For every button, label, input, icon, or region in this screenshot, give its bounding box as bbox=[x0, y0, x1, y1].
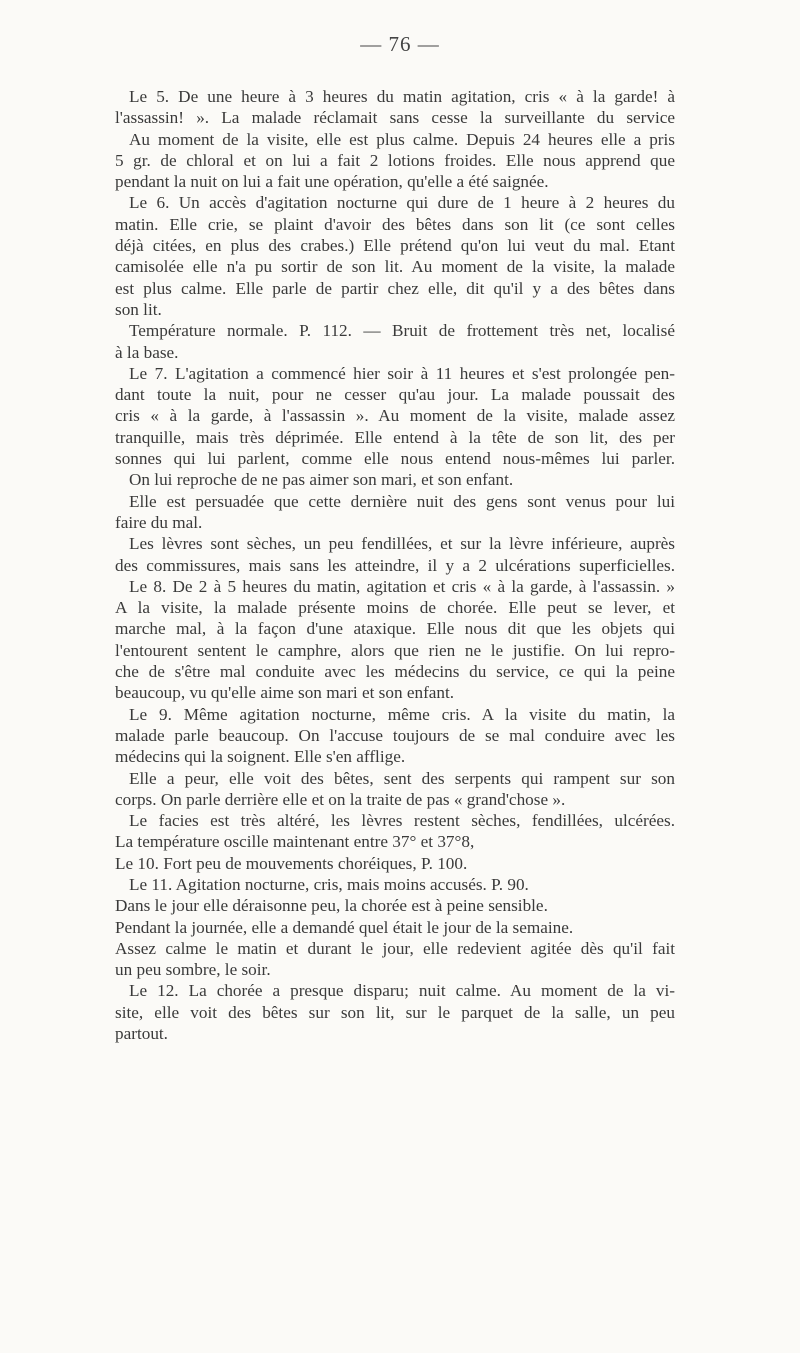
body-text bbox=[115, 86, 675, 1044]
text-line: che de s'être mal conduite avec les médecins du service, ce qui la peine bbox=[115, 662, 675, 682]
text-line: Dans le jour elle déraisonne peu, la chorée est à peine sensible. bbox=[115, 896, 548, 916]
text-line: corps. On parle derrière elle et on la traite de pas « grand'chose ». bbox=[115, 789, 566, 809]
text-line: à la base. bbox=[115, 342, 179, 362]
text-line: l'entourent sentent le camphre, alors que rien ne le justifie. On lui repro- bbox=[115, 640, 675, 660]
text-line: faire du mal. bbox=[115, 512, 203, 532]
text-line: un peu sombre, le soir. bbox=[115, 960, 271, 980]
text-line: marche mal, à la façon d'une ataxique. Elle nous dit que les objets qui bbox=[115, 619, 675, 639]
text-line: malade parle beaucoup. On l'accuse toujours de se mal conduire avec les bbox=[115, 725, 675, 745]
text-line: Elle a peur, elle voit des bêtes, sent des serpents qui rampent sur son bbox=[129, 768, 675, 788]
text-line: Pendant la journée, elle a demandé quel était le jour de la semaine. bbox=[115, 917, 574, 937]
text-line: Le 8. De 2 à 5 heures du matin, agitation et cris « à la garde, à l'assassin. » bbox=[129, 576, 675, 596]
text-line: dant toute la nuit, pour ne cesser qu'au jour. La malade poussait des bbox=[115, 385, 675, 405]
text-line: sonnes qui lui parlent, comme elle nous entend nous-mêmes lui parler. bbox=[115, 449, 675, 469]
text-line: Elle est persuadée que cette dernière nuit des gens sont venus pour lui bbox=[129, 491, 675, 511]
page-number: — 76 — bbox=[360, 32, 440, 56]
text-line: l'assassin! ». La malade réclamait sans cesse la surveillante du service bbox=[115, 108, 675, 128]
text-line: Le 9. Même agitation nocturne, même cris. A la visite du matin, la bbox=[129, 704, 675, 724]
text-line: site, elle voit des bêtes sur son lit, sur le parquet de la salle, un peu bbox=[115, 1002, 675, 1022]
text-line: La température oscille maintenant entre 37° et 37°8, bbox=[115, 832, 475, 852]
text-line: Le 5. De une heure à 3 heures du matin agitation, cris « à la garde! à bbox=[129, 87, 675, 106]
text-line: matin. Elle crie, se plaint d'avoir des bêtes dans son lit (ce sont celles bbox=[115, 214, 675, 234]
text-line: Le 6. Un accès d'agitation nocturne qui dure de 1 heure à 2 heures du bbox=[129, 193, 675, 213]
text-line: Les lèvres sont sèches, un peu fendillées, et sur la lèvre inférieure, auprès bbox=[129, 534, 675, 554]
text-line: 5 gr. de chloral et on lui a fait 2 lotions froides. Elle nous apprend que bbox=[115, 150, 675, 170]
text-line: On lui reproche de ne pas aimer son mari, et son enfant. bbox=[129, 470, 514, 490]
text-line: Le facies est très altéré, les lèvres restent sèches, fendillées, ulcérées. bbox=[129, 811, 675, 831]
text-line: médecins qui la soignent. Elle s'en afflige. bbox=[115, 747, 406, 767]
text-line: beaucoup, vu qu'elle aime son mari et son enfant. bbox=[115, 683, 455, 703]
text-line: est plus calme. Elle parle de partir chez elle, dit qu'il y a des bêtes dans bbox=[115, 278, 675, 298]
text-line: déjà citées, en plus des crabes.) Elle prétend qu'on lui veut du mal. Etant bbox=[115, 236, 675, 256]
text-line: son lit. bbox=[115, 299, 162, 319]
text-line: cris « à la garde, à l'assassin ». Au moment de la visite, malade assez bbox=[115, 406, 675, 426]
text-line: tranquille, mais très déprimée. Elle entend à la tête de son lit, des per bbox=[115, 427, 675, 447]
text-line: Le 7. L'agitation a commencé hier soir à 11 heures et s'est prolongée pen- bbox=[129, 363, 675, 383]
text-line: des commissures, mais sans les atteindre, il y a 2 ulcérations superficielles. bbox=[115, 555, 675, 575]
text-line: Le 10. Fort peu de mouvements choréiques, P. 100. bbox=[115, 853, 468, 873]
text-line: Le 11. Agitation nocturne, cris, mais moins accusés. P. 90. bbox=[129, 874, 529, 894]
text-line: A la visite, la malade présente moins de chorée. Elle peut se lever, et bbox=[115, 598, 675, 618]
text-line: camisolée elle n'a pu sortir de son lit. Au moment de la visite, la malade bbox=[115, 257, 675, 277]
text-line: partout. bbox=[115, 1024, 168, 1044]
text-line: Au moment de la visite, elle est plus calme. Depuis 24 heures elle a pris bbox=[129, 129, 675, 149]
text-line: Température normale. P. 112. — Bruit de frottement très net, localisé bbox=[129, 321, 675, 341]
text-line: Le 12. La chorée a presque disparu; nuit calme. Au moment de la vi- bbox=[129, 981, 675, 1001]
text-line: Assez calme le matin et durant le jour, elle redevient agitée dès qu'il fait bbox=[115, 938, 675, 958]
text-line: pendant la nuit on lui a fait une opération, qu'elle a été saignée. bbox=[115, 172, 549, 192]
